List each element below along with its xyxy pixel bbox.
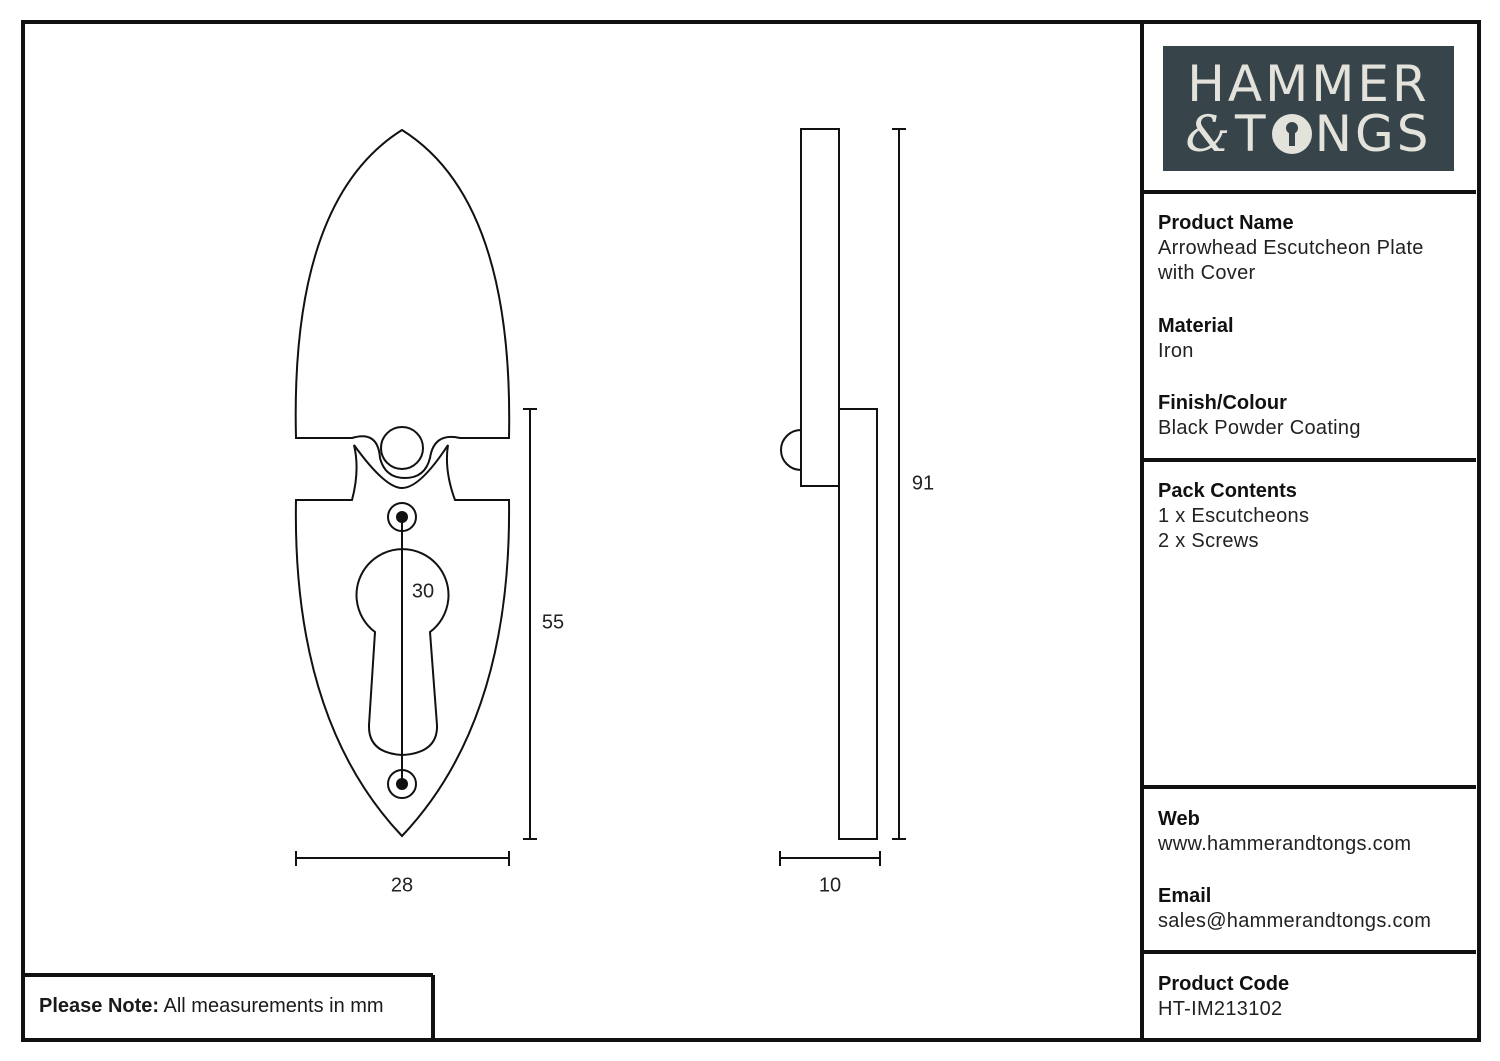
product-code-label: Product Code xyxy=(1158,973,1290,995)
finish-section xyxy=(1158,391,1361,441)
email-section xyxy=(1158,884,1431,934)
product-code-section xyxy=(1158,972,1289,1022)
material-value: Iron xyxy=(1158,340,1194,362)
measurement-note xyxy=(39,994,384,1019)
pack-item: 2 x Screws xyxy=(1158,530,1259,552)
brand-logo xyxy=(1163,46,1454,171)
product-name-value-line2: with Cover xyxy=(1158,262,1256,284)
side-cover-profile xyxy=(801,129,839,486)
email-label: Email xyxy=(1158,885,1212,907)
email-link[interactable]: sales@hammerandtongs.com xyxy=(1158,910,1432,932)
pack-item: 1 x Escutcheons xyxy=(1158,505,1310,527)
dim-lower-height-label: 55 xyxy=(541,611,565,634)
pack-contents-label: Pack Contents xyxy=(1158,480,1297,502)
keyhole-icon xyxy=(1272,114,1312,154)
logo-letter-t: T xyxy=(1235,104,1269,163)
logo-line-hammer: HAMMER xyxy=(1187,54,1430,113)
side-plate-profile xyxy=(839,409,877,839)
material-section xyxy=(1158,314,1234,364)
dim-width-label: 28 xyxy=(390,874,414,897)
web-link[interactable]: www.hammerandtongs.com xyxy=(1158,833,1412,855)
product-code-value: HT-IM213102 xyxy=(1158,998,1283,1020)
product-name-label: Product Name xyxy=(1158,212,1294,234)
dim-depth-label: 10 xyxy=(818,874,842,897)
dim-screw-spacing-label: 30 xyxy=(411,580,435,603)
web-label: Web xyxy=(1158,808,1200,830)
material-label: Material xyxy=(1158,315,1234,337)
escutcheon-upper-plate xyxy=(296,130,510,478)
dim-total-height-label: 91 xyxy=(911,472,935,495)
finish-label: Finish/Colour xyxy=(1158,392,1287,414)
logo-line-tongs xyxy=(1185,104,1432,163)
product-name-section xyxy=(1158,211,1424,286)
side-pivot-knob xyxy=(781,430,801,470)
product-name-value-line1: Arrowhead Escutcheon Plate xyxy=(1158,237,1424,259)
note-label: Please Note: xyxy=(39,995,160,1017)
logo-ampersand: & xyxy=(1185,104,1234,163)
note-text: All measurements in mm xyxy=(163,995,384,1017)
cover-pivot-hole xyxy=(381,427,423,469)
finish-value: Black Powder Coating xyxy=(1158,417,1361,439)
logo-letters-ngs: NGS xyxy=(1314,104,1432,163)
pack-contents-section xyxy=(1158,479,1309,554)
web-section xyxy=(1158,807,1411,857)
